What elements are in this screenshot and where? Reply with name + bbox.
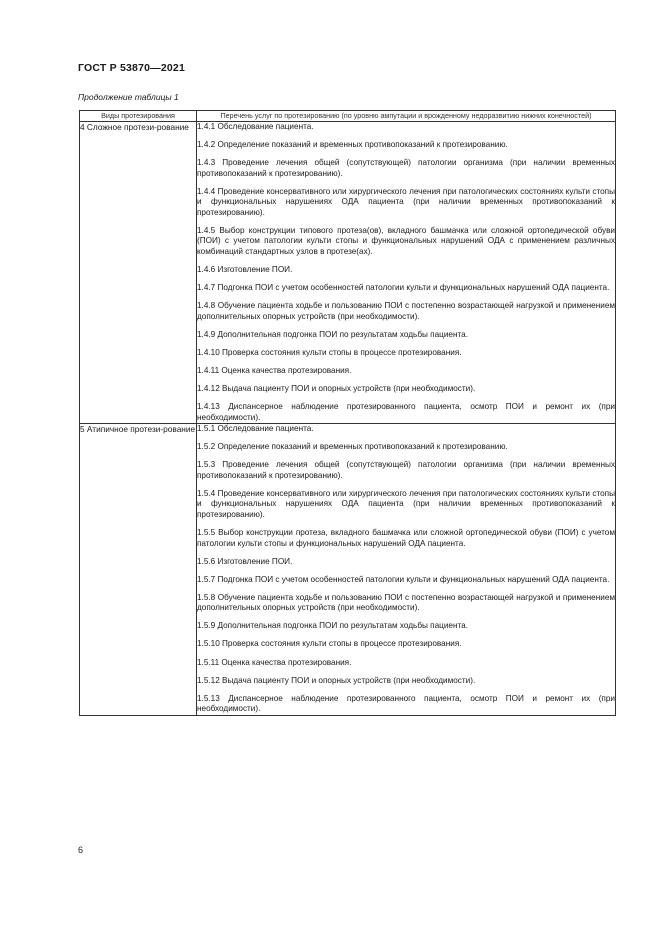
services-list-cell	[197, 122, 616, 424]
service-item: 1.5.10 Проверка состояния культи стопы в процессе протезирования.	[197, 639, 462, 649]
service-item: 1.4.4 Проведение консервативного или хирургического лечения при патологических состояниях культи стопы и функциональных нарушениях ОДА пациента (при наличии временных противопоказаний к протезированию).	[197, 186, 615, 217]
header-kinds: Виды протезирования	[80, 111, 197, 122]
service-item: 1.4.7 Подгонка ПОИ с учетом особенностей патологии культи и функциональных нарушений ОДА пациента.	[197, 283, 610, 293]
service-item: 1.5.6 Изготовление ПОИ.	[197, 556, 293, 566]
service-item: 1.4.10 Проверка состояния культи стопы в процессе протезирования.	[197, 347, 462, 357]
service-item: 1.5.9 Дополнительная подгонка ПОИ по результатам ходьбы пациента.	[197, 621, 468, 631]
service-item: 1.4.8 Обучение пациента ходьбе и пользованию ПОИ с постепенно возрастающей нагрузкой и применением дополнительных опорных устройств (при необходимости).	[197, 301, 615, 321]
service-item: 1.4.5 Выбор конструкции типового протеза(ов), вкладного башмачка или сложной ортопедической обуви (ПОИ) с учетом патологии культи стопы и функциональных нарушений ОДА с применением различных комбинаций стандартных узлов в протезе(ах).	[197, 225, 615, 256]
service-item: 1.4.13 Диспансерное наблюдение протезированного пациента, осмотр ПОИ и ремонт их (при необходимости).	[197, 402, 615, 422]
service-item: 1.4.1 Обследование пациента.	[197, 122, 314, 131]
service-item: 1.5.8 Обучение пациента ходьбе и пользованию ПОИ с постепенно возрастающей нагрузкой и применением дополнительных опорных устройств (при необходимости).	[197, 592, 615, 613]
service-item: 1.4.2 Определение показаний и временных противопоказаний к протезированию.	[197, 140, 508, 150]
service-item: 1.5.13 Диспансерное наблюдение протезированного пациента, осмотр ПОИ и ремонт их (при необходимости).	[197, 693, 615, 714]
service-item: 1.5.7 Подгонка ПОИ с учетом особенностей патологии культи и функциональных нарушений ОДА пациента.	[197, 574, 610, 584]
services-list-cell	[197, 424, 616, 716]
table-row	[80, 424, 616, 716]
service-item: 1.5.4 Проведение консервативного или хирургического лечения при патологических состояниях культи стопы и функциональных нарушениях ОДА пациента (при наличии временных противопоказаний к протезированию).	[197, 488, 615, 519]
prosthetics-kind-cell: 4 Сложное протези-рование	[80, 122, 197, 424]
services-table	[79, 110, 616, 716]
table-header-row	[80, 111, 616, 122]
service-item: 1.5.12 Выдача пациенту ПОИ и опорных устройств (при необходимости).	[197, 675, 476, 685]
service-item: 1.5.5 Выбор конструкции протеза, вкладного башмачка или сложной ортопедической обуви (ПОИ) с учетом патологии культи стопы и функциональных нарушений ОДА пациента.	[197, 528, 615, 548]
service-item: 1.5.11 Оценка качества протезирования.	[197, 657, 352, 667]
service-item: 1.4.9 Дополнительная подгонка ПОИ по результатам ходьбы пациента.	[197, 329, 468, 339]
service-item: 1.4.12 Выдача пациенту ПОИ и опорных устройств (при необходимости).	[197, 384, 476, 394]
header-services: Перечень услуг по протезированию (по уровню ампутации и врожденному недоразвитию нижних конечностей)	[197, 111, 616, 122]
service-item: 1.4.3 Проведение лечения общей (сопутствующей) патологии организма (при наличии временных противопоказаний к протезированию).	[197, 158, 615, 178]
document-standard-title: ГОСТ Р 53870—2021	[78, 62, 186, 74]
table-row	[80, 122, 616, 424]
table-continuation-caption: Продолжение таблицы 1	[78, 92, 179, 102]
service-item: 1.4.6 Изготовление ПОИ.	[197, 264, 293, 274]
prosthetics-kind-cell: 5 Атипичное протези-рование	[80, 424, 197, 716]
service-item: 1.5.1 Обследование пациента.	[197, 424, 314, 434]
service-item: 1.4.11 Оценка качества протезирования.	[197, 365, 352, 375]
service-item: 1.5.2 Определение показаний и временных противопоказаний к протезированию.	[197, 442, 508, 452]
page-number: 6	[78, 845, 84, 855]
service-item: 1.5.3 Проведение лечения общей (сопутствующей) патологии организма (при наличии временных противопоказаний к протезированию).	[197, 460, 615, 480]
